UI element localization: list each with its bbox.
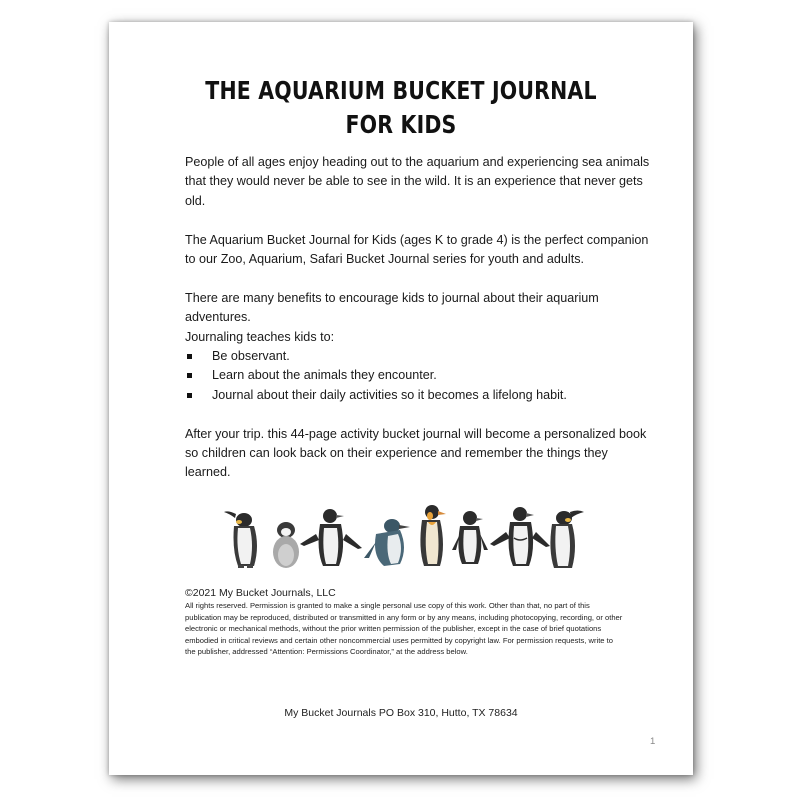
list-item [185,347,655,366]
penguin-small-icon [452,511,488,564]
document-page [109,22,693,775]
list-item [185,366,655,385]
paragraph-intro: People of all ages enjoy heading out to the aquarium and experiencing sea animals that they would never be able to see in the wild. It is an experience that never gets old. [185,155,650,208]
penguins-illustration [224,500,584,572]
square-bullet-icon [187,393,192,398]
penguin-wings-spread-icon [300,509,362,566]
penguin-chick-icon [273,522,299,568]
publisher-address: My Bucket Journals PO Box 310, Hutto, TX 78634 [284,707,518,719]
king-penguin-icon [420,505,446,566]
copyright-block [185,586,625,658]
title-line-2: FOR KIDS [345,110,457,139]
emperor-penguin-icon [224,511,257,568]
bullet-list [185,347,655,405]
african-penguin-icon [490,507,550,566]
page-title [162,74,641,142]
list-item-text: Journal about their daily activities so it becomes a lifelong habit. [212,387,567,402]
list-item-text: Be observant. [212,349,290,364]
copyright-text: All rights reserved. Permission is granted to make a single personal use copy of this work. Other than that, no part of this publication may be reproduced, distributed or transmitted in any form or by any means, including photocopying, recording, or other electronic or mechanical methods, without the prior written permission of the publisher, except in the case of brief quotations embodied in critical reviews and certain other noncommercial uses permitted by copyright law. For permission requests, write to the publisher, addressed “Attention: Permissions Coordinator,” at the address below. [185,601,623,657]
list-item-text: Learn about the animals they encounter. [212,368,437,383]
paragraph-companion: The Aquarium Bucket Journal for Kids (ages K to grade 4) is the perfect companion to our Zoo, Aquarium, Safari Bucket Journal series for youth and adults. [185,232,649,267]
paragraph-benefits: There are many benefits to encourage kids to journal about their aquarium adventures. [185,290,599,325]
body-text [185,153,655,502]
paragraph-teaches: Journaling teaches kids to: [185,329,335,344]
title-line-1: THE AQUARIUM BUCKET JOURNAL [205,76,597,105]
little-blue-penguin-icon [364,519,410,566]
square-bullet-icon [187,373,192,378]
square-bullet-icon [187,354,192,359]
paragraph-after-trip: After your trip. this 44-page activity bucket journal will become a personalized book so children can look back on their experience and remember the things they learned. [185,426,647,480]
page-number: 1 [650,736,656,747]
emperor-penguin-right-icon [550,511,584,569]
copyright-heading: ©2021 My Bucket Journals, LLC [185,587,336,599]
list-item [185,386,655,405]
